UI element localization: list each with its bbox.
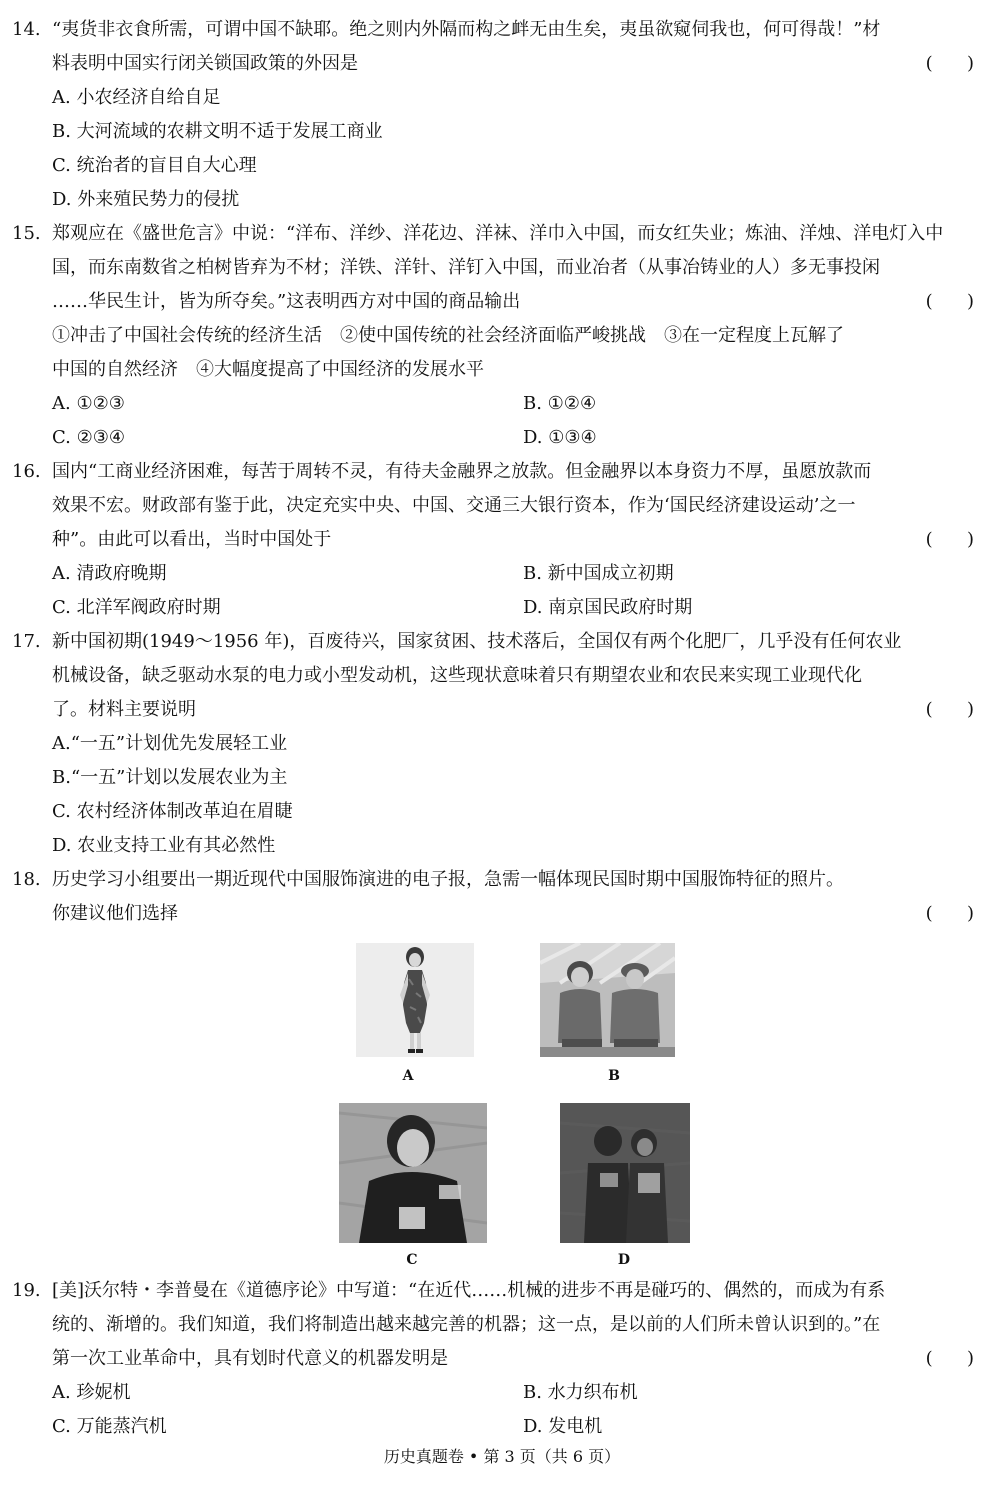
question-number: 18. xyxy=(12,869,41,890)
question-stem-line: 种”。由此可以看出，当时中国处于 xyxy=(52,529,332,550)
answer-parentheses: ( ) xyxy=(925,903,974,924)
question-stem-line: 机械设备，缺乏驱动水泵的电力或小型发动机，这些现状意味着只有期望农业和农民来实现工业现代化 xyxy=(52,665,862,686)
question-stem-line: 新中国初期(1949～1956 年)，百废待兴，国家贫困、技术落后，全国仅有两个化肥厂，几乎没有任何农业 xyxy=(52,631,902,652)
question-stem-line: 料表明中国实行闭关锁国政策的外因是 xyxy=(52,53,358,74)
question-stem-line: 了。材料主要说明 xyxy=(52,699,196,720)
question-stem-line: 第一次工业革命中，具有划时代意义的机器发明是 xyxy=(52,1348,448,1369)
answer-parentheses: ( ) xyxy=(925,699,974,720)
answer-parentheses: ( ) xyxy=(925,529,974,550)
option-c: C. ②③④ xyxy=(52,427,125,448)
option-a: A. 小农经济自给自足 xyxy=(52,87,221,108)
answer-parentheses: ( ) xyxy=(925,1348,974,1369)
option-b: B. 新中国成立初期 xyxy=(523,563,674,584)
option-d: D. 外来殖民势力的侵扰 xyxy=(52,189,240,210)
photo-c-student-portrait xyxy=(339,1103,487,1243)
question-stem-line: 效果不宏。财政部有鉴于此，决定充实中央、中国、交通三大银行资本，作为‘国民经济建设运动’之一 xyxy=(52,495,856,516)
option-b: B.“一五”计划以发展农业为主 xyxy=(52,767,288,788)
option-c: C. 农村经济体制改革迫在眉睫 xyxy=(52,801,293,822)
option-d: D. 农业支持工业有其必然性 xyxy=(52,835,276,856)
option-b: B. ①②④ xyxy=(523,393,597,414)
question-number: 19. xyxy=(12,1280,41,1301)
photo-label-c: C xyxy=(406,1252,418,1268)
question-number: 17. xyxy=(12,631,41,652)
option-b: B. 水力织布机 xyxy=(523,1382,638,1403)
photo-a-qipao-woman xyxy=(356,943,474,1057)
photo-label-b: B xyxy=(608,1068,620,1084)
question-stem-line: 统的、渐增的。我们知道，我们将制造出越来越完善的机器；这一点，是以前的人们所未曾认识到的。”在 xyxy=(52,1314,881,1335)
question-stem-line: 国内“工商业经济困难，每苦于周转不灵，有待夫金融界之放款。但金融界以本身资力不厚，虽愿放款而 xyxy=(52,461,872,482)
photo-b-uniform-couple xyxy=(540,943,675,1057)
option-a: A.“一五”计划优先发展轻工业 xyxy=(52,733,288,754)
option-b: B. 大河流域的农耕文明不适于发展工商业 xyxy=(52,121,383,142)
photo-label-d: D xyxy=(617,1252,631,1268)
question-stem-line: 历史学习小组要出一期近现代中国服饰演进的电子报，急需一幅体现民国时期中国服饰特征的照片。 xyxy=(52,869,844,890)
question-number: 14. xyxy=(12,19,41,40)
photo-d-dark-figures xyxy=(560,1103,690,1243)
question-number: 15. xyxy=(12,223,41,244)
photo-label-a: A xyxy=(402,1068,414,1084)
question-stem-line: ……华民生计，皆为所夺矣。”这表明西方对中国的商品输出 xyxy=(52,291,521,312)
option-d: D. ①③④ xyxy=(523,427,597,448)
statement-line: ①冲击了中国社会传统的经济生活 ②使中国传统的社会经济面临严峻挑战 ③在一定程度上瓦解了 xyxy=(52,325,844,346)
question-stem-line: 郑观应在《盛世危言》中说：“洋布、洋纱、洋花边、洋袜、洋巾入中国，而女红失业；炼油、洋烛、洋电灯入中 xyxy=(52,223,944,244)
answer-parentheses: ( ) xyxy=(925,291,974,312)
option-a: A. ①②③ xyxy=(52,393,125,414)
page-footer: 历史真题卷 • 第 3 页（共 6 页） xyxy=(383,1447,621,1466)
option-a: A. 珍妮机 xyxy=(52,1382,131,1403)
question-stem-line: 你建议他们选择 xyxy=(52,903,178,924)
option-c: C. 万能蒸汽机 xyxy=(52,1416,167,1437)
answer-parentheses: ( ) xyxy=(925,53,974,74)
question-stem-line: 国，而东南数省之柏树皆弃为不材；洋铁、洋针、洋钉入中国，而业冶者（从事冶铸业的人）多无事投闲 xyxy=(52,257,880,278)
question-stem-line: [美]沃尔特・李普曼在《道德序论》中写道：“在近代……机械的进步不再是碰巧的、偶然的，而成为有系 xyxy=(52,1280,886,1301)
question-number: 16. xyxy=(12,461,41,482)
option-a: A. 清政府晚期 xyxy=(52,563,167,584)
option-d: D. 发电机 xyxy=(523,1416,603,1437)
option-d: D. 南京国民政府时期 xyxy=(523,597,693,618)
option-c: C. 统治者的盲目自大心理 xyxy=(52,155,257,176)
statement-line: 中国的自然经济 ④大幅度提高了中国经济的发展水平 xyxy=(52,359,484,380)
option-c: C. 北洋军阀政府时期 xyxy=(52,597,221,618)
question-stem-line: “夷货非衣食所需，可谓中国不缺耶。绝之则内外隔而构之衅无由生矣，夷虽欲窥伺我也，何可得哉！”材 xyxy=(52,19,881,40)
